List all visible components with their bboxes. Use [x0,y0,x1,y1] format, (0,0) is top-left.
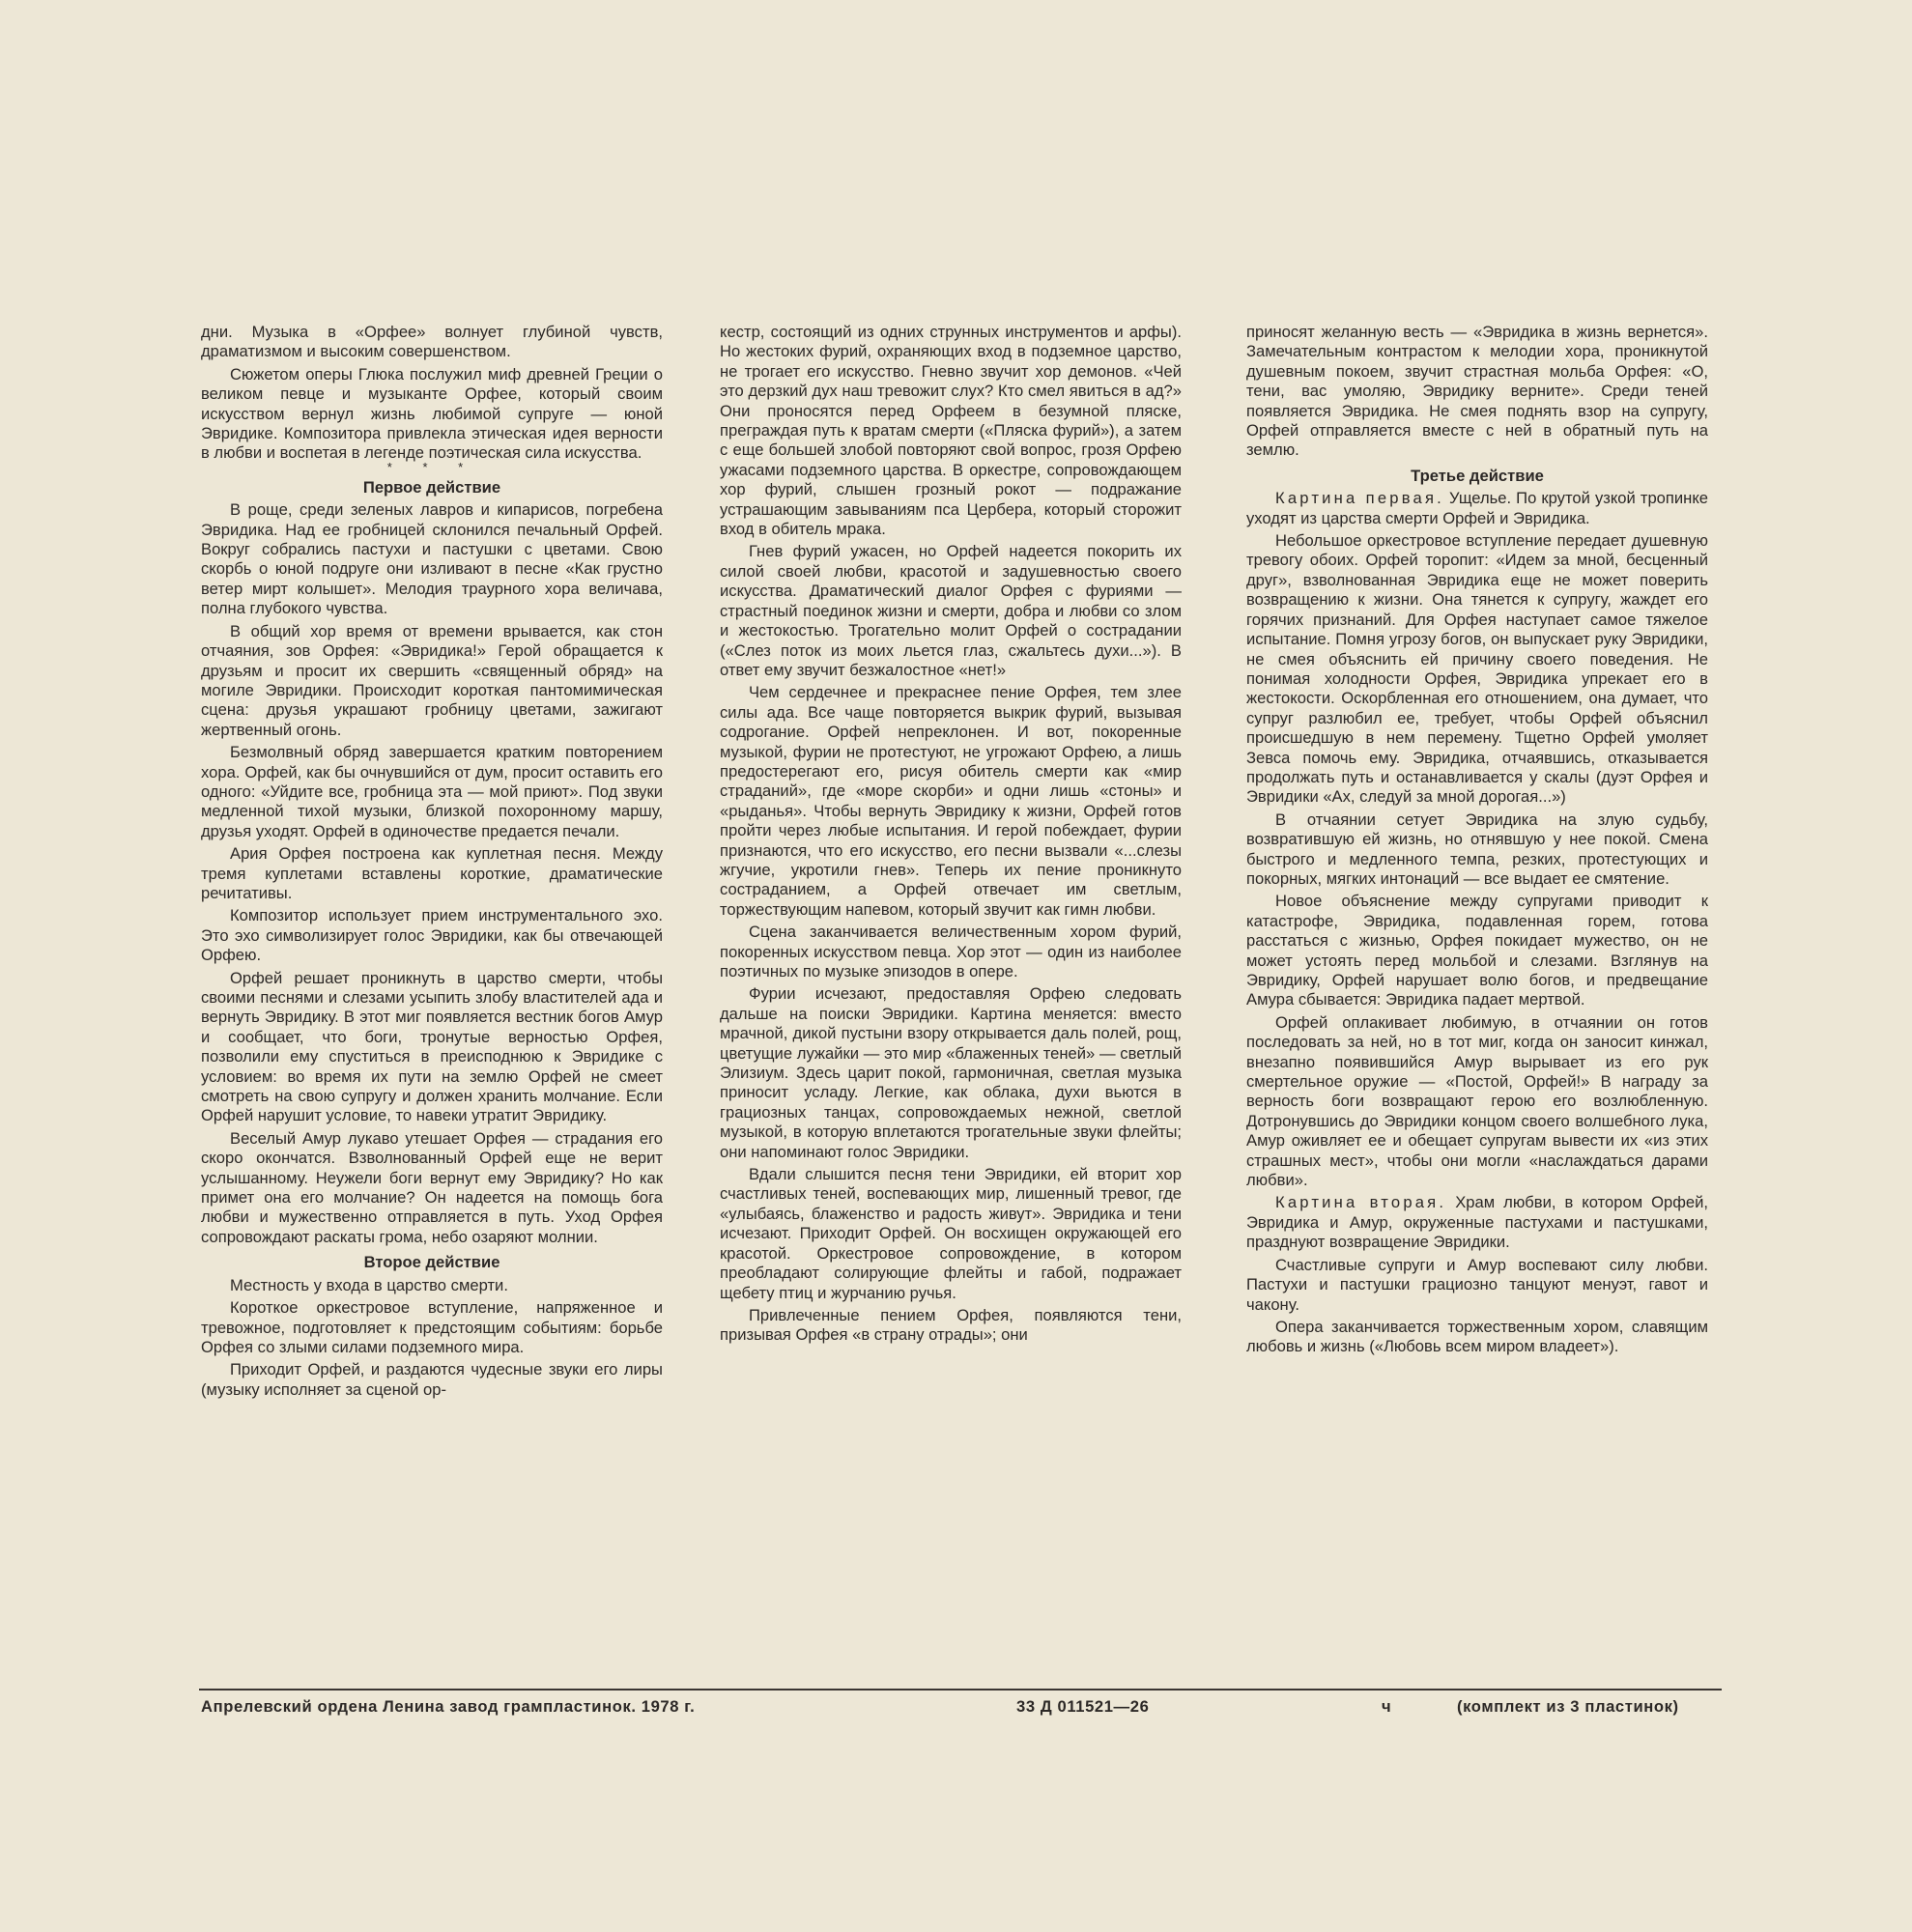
paragraph: Композитор использует прием инструментального эхо. Это эхо символизирует голос Эвридики, как бы отвечающей Орфею. [201,906,663,965]
paragraph [1246,489,1708,528]
paragraph: Орфей решает проникнуть в царство смерти, чтобы своими песнями и слезами усыпить злобу властителей ада и вернуть Эвридику. В этот миг появляется вестник богов Амур и сообщает, что боги, тронутые верностью Орфея, позволили ему спуститься в преисподнюю к Эвридике с условием: во время их пути на землю Орфей не смеет смотреть на свою супругу и должен хранить молчание. Если Орфей нарушит условие, то навеки утратит Эвридику. [201,968,663,1125]
paragraph: Опера заканчивается торжественным хором, славящим любовь и жизнь («Любовь всем миром владеет»). [1246,1317,1708,1356]
paragraph-text: Ущелье. По крутой узкой тропинке уходят из царства смерти Орфей и Эвридика. [1246,489,1708,527]
paragraph: Чем сердечнее и прекраснее пение Орфея, тем злее силы ада. Все чаще повторяется выкрик фурий, вызывая содрогание. Орфей непреклонен. И вот, покоренные музыкой, фурии не протестуют, не угрожают Орфею, а лишь предостерегают его, рисуя обитель смерти как «мир страданий», где «море скорби» и одни лишь «стоны» и «рыданья». Чтобы вернуть Эвридику к жизни, Орфей готов пройти через любые испытания. И герой побеждает, фурии признаются, что его искусство, его песни вызвали «...слезы жгучие, укротили гнев». Теперь их пение проникнуто состраданием, а Орфей отвечает им светлым, торжествующим напевом, который звучит как гимн любви. [720,683,1182,919]
section-heading: Второе действие [363,1253,500,1272]
paragraph: приносят желанную весть — «Эвридика в жизнь вернется». Замечательным контрастом к мелодии хора, проникнутой душевным покоем, звучит страстная мольба Орфея: «О, тени, вас умоляю, Эвридику верните». Среди теней появляется Эвридика. Не смея поднять взор на супругу, Орфей отправляется вместе с ней в обратный путь на землю. [1246,323,1708,460]
paragraph: Короткое оркестровое вступление, напряженное и тревожное, подготовляет к предстоящим событиям: борьбе Орфея со злыми силами подземного мира. [201,1298,663,1356]
paragraph [1246,1193,1708,1252]
catalog-number: 33 Д 011521—26 [1016,1697,1150,1716]
text-column-1 [201,323,663,1403]
paragraph: Счастливые супруги и Амур воспевают силу любви. Пастухи и пастушки грациозно танцуют менуэт, гавот и чакону. [1246,1255,1708,1314]
section-heading: Третье действие [1411,466,1544,485]
paragraph: кестр, состоящий из одних струнных инструментов и арфы). Но жестоких фурий, охраняющих вход в подземное царство, не трогает его искусство. Гневно звучит хор демонов. «Чей это дерзкий дух наш тревожит слух? Кто смел явиться в ад?» Они проносятся перед Орфеем в безумной пляске, преграждая путь к вратам смерти («Пляска фурий»), а затем с еще большей злобой повторяют свой вопрос, грозя Орфею ужасами подземного царства. В оркестре, сопровождающем хор фурий, слышен грозный рокот — подражание устрашающим завываниям пса Цербера, который сторожит вход в обитель мрака. [720,323,1182,539]
paragraph: Орфей оплакивает любимую, в отчаянии он готов последовать за ней, но в тот миг, когда он заносит кинжал, внезапно появившийся Амур вырывает из его рук смертельное оружие — «Постой, Орфей!» В награду за верность боги возвращают герою его возлюбленную. Дотронувшись до Эвридики концом своего волшебного лука, Амур оживляет ее и обещает супругам вывести их «из этих страшных мест», чтобы они могли «наслаждаться дарами любви». [1246,1012,1708,1190]
paragraph-text: Храм любви, в котором Орфей, Эвридика и Амур, окруженные пастухами и пастушками, празднуют возвращение Эвридики. [1246,1193,1709,1252]
scene-label: Картина первая. [1275,489,1444,508]
section-heading: Первое действие [362,477,501,497]
text-column-2 [720,323,1182,1349]
paragraph: Гнев фурий ужасен, но Орфей надеется покорить их силой своей любви, красотой и задушевностью своего искусства. Драматический диалог Орфея с фуриями — страстный поединок жизни и смерти, добра и любви со злом и жестокостью. Трогательно молит Орфей о сострадании («Слез поток из моих льется глаз, сжальтесь духи...»). В ответ ему звучит безжалостное «нет!» [720,542,1182,679]
paragraph: Небольшое оркестровое вступление передает душевную тревогу обоих. Орфей торопит: «Идем за мной, бесценный друг», взволнованная Эвридика еще не может поверить возвращению к жизни. Она тянется к супругу, жаждет его горячих признаний. Для Орфея наступает самое тяжелое испытание. Помня угрозу богов, он выпускает руку Эвридики, не смея объяснить ей причину своего поведения. Не понимая холодности Орфея, Эвридика упрекает его в жестокости. Оскорбленная его отношением, она думает, что супруг разлюбил ее, требует, чтобы Орфей объяснил происшедшую в нем перемену. Тщетно Орфей умоляет Зевса помочь ему. Эвридика, отчаявшись, отказывается продолжать путь и останавливается у скалы (дуэт Орфея и Эвридики «Ах, следуй за мной дорогая...») [1246,531,1708,807]
paragraph: Сюжетом оперы Глюка послужил миф древней Греции о великом певце и музыканте Орфее, который своим искусством вернул жизнь любимой супруге — юной Эвридике. Композитора привлекла этическая идея верности в любви и воспетая в легенде поэтическая сила искусства. [201,364,663,463]
paragraph: Сцена заканчивается величественным хором фурий, покоренных искусством певца. Хор этот — один из наиболее поэтичных по музыке эпизодов в опере. [720,923,1182,980]
paragraph: Веселый Амур лукаво утешает Орфея — страдания его скоро окончатся. Взволнованный Орфей еще не верит услышанному. Неужели боги вернут ему Эвридику? Но как примет она его молчание? Он надеется на помощь бога любви и мужественно отправляется в путь. Уход Орфея сопровождают раскаты грома, небо озаряют молнии. [201,1128,663,1246]
section-separator: * * * [386,459,477,474]
paragraph: Безмолвный обряд завершается кратким повторением хора. Орфей, как бы очнувшийся от дум, просит оставить его одного: «Уйдите все, гробница эта — мой приют». Под звуки медленной тихой музыки, близкой похоронному маршу, друзья уходят. Орфей в одиночестве предается печали. [201,743,663,840]
text-column-3 [1246,323,1708,1360]
paragraph: В общий хор время от времени врывается, как стон отчаяния, зов Орфея: «Эвридика!» Герой обращается к друзьям и просит их свершить «священный обряд» на могиле Эвридики. Происходит короткая пантомимическая сцена: друзья украшают гробницу цветами, зажигают жертвенный огонь. [201,621,663,739]
paragraph: Ария Орфея построена как куплетная песня. Между тремя куплетами вставлены короткие, драматические речитативы. [201,844,663,902]
paragraph: Местность у входа в царство смерти. [230,1275,508,1294]
paragraph: дни. Музыка в «Орфее» волнует глубиной чувств, драматизмом и высоким совершенством. [201,323,663,361]
footer-mark: ч [1382,1697,1392,1716]
paragraph: Привлеченные пением Орфея, появляются тени, призывая Орфея «в страну отрады»; они [720,1305,1182,1345]
footer-rule [199,1689,1722,1690]
paragraph: В роще, среди зеленых лавров и кипарисов, погребена Эвридика. Над ее гробницей склонился печальный Орфей. Вокруг собрались пастухи и пастушки с цветами. Свою скорбь о юной подруге они изливают в песне «Как грустно ветер мирт колышет». Мелодия траурного хора величава, полна глубокого чувства. [201,500,663,618]
paragraph: Вдали слышится песня тени Эвридики, ей вторит хор счастливых теней, воспевающих мир, лишенный тревог, где «улыбаясь, блаженство и радость живут». Эвридика и тени исчезают. Приходит Орфей. Он восхищен окружающей его красотой. Оркестровое сопровождение, в котором преобладают солирующие флейты и габой, подражает щебету птиц и журчанию ручья. [720,1165,1182,1302]
paragraph: В отчаянии сетует Эвридика на злую судьбу, возвратившую ей жизнь, но отнявшую у нее покой. Смена быстрого и медленного темпа, резких, протестующих и покорных, мягких интонаций — все выдает ее смятение. [1246,810,1708,888]
scene-label: Картина вторая. [1275,1193,1447,1212]
paragraph: Новое объяснение между супругами приводит к катастрофе, Эвридика, подавленная горем, готова расстаться с жизнью, Орфея покидает мужество, он не может устоять перед мольбой и слезами. Взглянув на Эвридику, Орфей нарушает волю богов, и предвещание Амура сбывается: Эвридика падает мертвой. [1246,892,1708,1009]
paragraph: Фурии исчезают, предоставляя Орфею следовать дальше на поиски Эвридики. Картина меняется: вместо мрачной, дикой пустыни взору открывается даль полей, рощ, цветущие лужайки — это мир «блаженных теней» — светлый Элизиум. Здесь царит покой, гармоничная, светлая музыка приносит усладу. Легкие, как облака, духи вьются в грациозных танцах, сопровождаемых нежной, светлой музыкой, в которую вплетаются трогательные звуки флейты; они напоминают голос Эвридики. [720,984,1182,1161]
paragraph: Приходит Орфей, и раздаются чудесные звуки его лиры (музыку исполняет за сценой ор- [201,1360,663,1399]
set-note: (комплект из 3 пластинок) [1457,1697,1679,1716]
publisher-line: Апрелевский ордена Ленина завод грампластинок. 1978 г. [201,1697,696,1716]
